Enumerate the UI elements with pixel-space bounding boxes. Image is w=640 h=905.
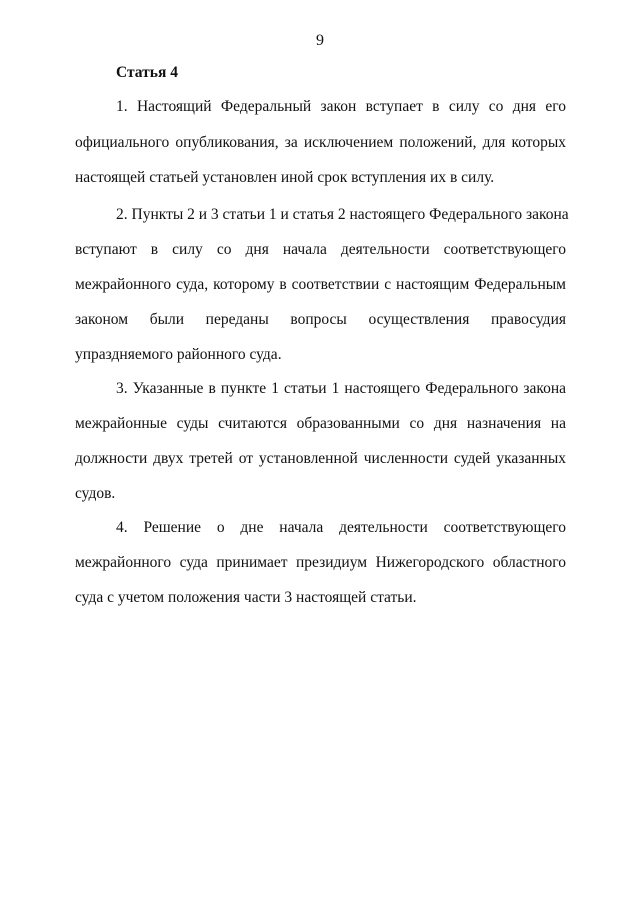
page-number: 9 <box>316 32 324 49</box>
article-heading: Статья 4 <box>116 64 178 81</box>
paragraph-4-line-1: 4. Решение о дне начала деятельности соответствующего <box>116 519 566 536</box>
paragraph-2-line-4: законом были переданы вопросы осуществления правосудия <box>75 311 566 328</box>
paragraph-2-line-2: вступают в силу со дня начала деятельности соответствующего <box>75 241 566 258</box>
paragraph-1-line-2: официального опубликования, за исключением положений, для которых <box>75 134 566 151</box>
paragraph-3-line-2: межрайонные суды считаются образованными со дня назначения на <box>75 415 566 432</box>
paragraph-2-line-3: межрайонного суда, которому в соответствии с настоящим Федеральным <box>75 276 566 293</box>
paragraph-1-line-3: настоящей статьей установлен иной срок вступления их в силу. <box>75 169 495 186</box>
paragraph-3-line-1: 3. Указанные в пункте 1 статьи 1 настоящего Федерального закона <box>116 380 566 397</box>
paragraph-4-line-3: суда с учетом положения части 3 настоящей статьи. <box>75 589 417 606</box>
paragraph-4-line-2: межрайонного суда принимает президиум Нижегородского областного <box>75 554 566 571</box>
paragraph-3-line-3: должности двух третей от установленной численности судей указанных <box>75 450 566 467</box>
paragraph-1-line-1: 1. Настоящий Федеральный закон вступает в силу со дня его <box>116 98 566 115</box>
paragraph-2-line-1: 2. Пункты 2 и 3 статьи 1 и статья 2 настоящего Федерального закона <box>116 206 569 223</box>
paragraph-3-line-4: судов. <box>75 485 116 502</box>
paragraph-2-line-5: упраздняемого районного суда. <box>75 346 282 363</box>
